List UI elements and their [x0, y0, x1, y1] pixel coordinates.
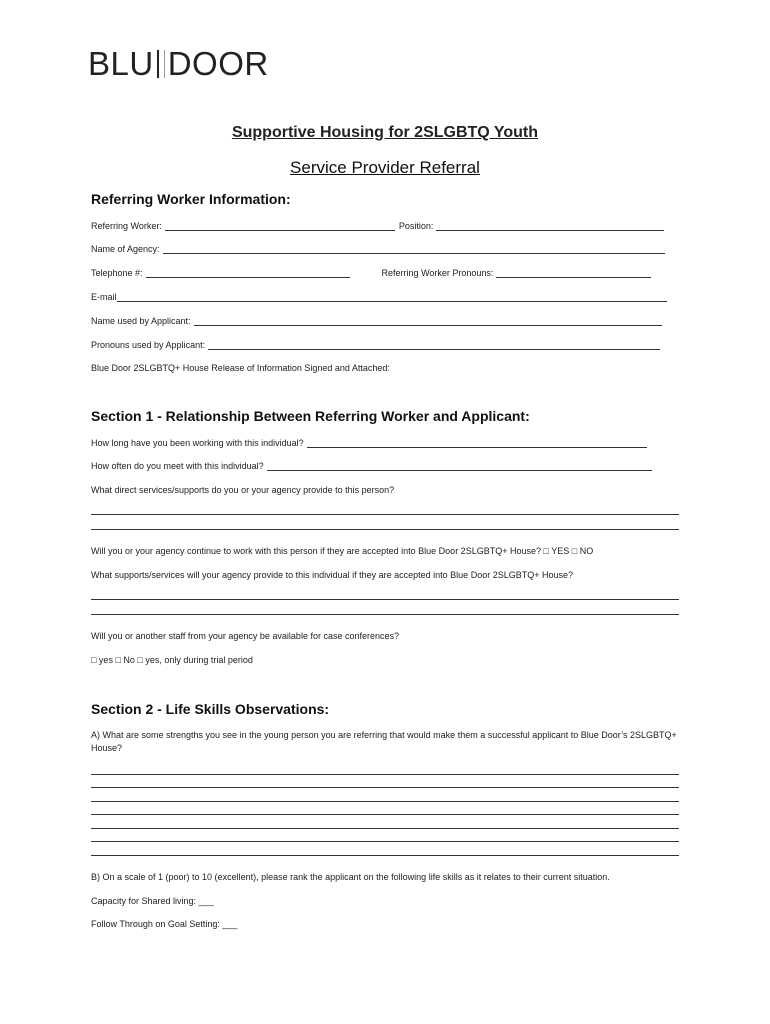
supports-row [91, 570, 573, 580]
strengths-answer-line-2[interactable] [91, 787, 679, 788]
form-main-title: Supportive Housing for 2SLGBTQ Youth [231, 124, 539, 141]
agency-field[interactable] [163, 244, 665, 254]
supports-answer-line-2[interactable] [91, 614, 679, 615]
direct-services-row [91, 485, 394, 495]
strengths-answer-line-1[interactable] [91, 774, 679, 775]
logo-text-right: DOOR [167, 45, 269, 82]
email-row [91, 292, 667, 302]
strengths-answer-line-4[interactable] [91, 814, 679, 815]
scale-row [91, 872, 610, 882]
referring-worker-field[interactable] [165, 221, 395, 231]
form-subtitle: Service Provider Referral [290, 158, 480, 177]
logo-text-left: BLU [88, 45, 154, 82]
how-long-field[interactable] [307, 438, 647, 448]
applicant-name-row [91, 316, 662, 326]
applicant-pronouns-label: Pronouns used by Applicant: [91, 340, 206, 350]
release-label: Blue Door 2SLGBTQ+ House Release of Information Signed and Attached: [91, 363, 390, 373]
pronouns-field[interactable] [496, 268, 651, 278]
strengths-answer-line-7[interactable] [91, 855, 679, 856]
how-often-row [91, 461, 652, 471]
door-icon [157, 50, 165, 78]
telephone-field[interactable] [146, 268, 350, 278]
section2-heading: Section 2 - Life Skills Observations: [91, 701, 330, 717]
follow-through-row [91, 919, 237, 929]
telephone-row [91, 268, 651, 278]
position-label: Position: [398, 221, 434, 231]
direct-services-label: What direct services/supports do you or your agency provide to this person? [91, 485, 395, 495]
worker-info-heading: Referring Worker Information: [91, 191, 291, 207]
case-conf-question: Will you or another staff from your agency be available for case conferences? [91, 631, 399, 641]
release-row [91, 363, 390, 373]
agency-row [91, 244, 665, 254]
how-often-field[interactable] [267, 461, 652, 471]
supports-question: What supports/services will your agency provide to this individual if they are accepted into Blue Door 2SLGBTQ+ House? [91, 570, 573, 580]
agency-label: Name of Agency: [91, 244, 160, 254]
email-field[interactable] [117, 292, 667, 302]
case-conf-row [91, 631, 399, 641]
how-long-label: How long have you been working with this individual? [91, 438, 304, 448]
email-label: E-mail [91, 292, 117, 302]
pronouns-label: Referring Worker Pronouns: [381, 268, 494, 278]
referring-worker-row [91, 221, 664, 231]
applicant-name-field[interactable] [194, 316, 662, 326]
direct-services-answer-line-1[interactable] [91, 514, 679, 515]
referring-worker-label: Referring Worker: [91, 221, 162, 231]
capacity-row [91, 896, 214, 906]
strengths-answer-line-5[interactable] [91, 828, 679, 829]
case-conf-options-row [91, 655, 253, 665]
how-often-label: How often do you meet with this individual? [91, 461, 264, 471]
strengths-question: A) What are some strengths you see in the young person you are referring that would make them a successful applicant to Blue Door’s 2SLGBTQ+ House? [91, 730, 677, 753]
position-field[interactable] [436, 221, 664, 231]
direct-services-answer-line-2[interactable] [91, 529, 679, 530]
scale-question: B) On a scale of 1 (poor) to 10 (excellent), please rank the applicant on the following life skills as it relates to their current situation. [91, 872, 610, 882]
capacity-label[interactable]: Capacity for Shared living: ___ [91, 896, 214, 906]
continue-question: Will you or your agency continue to work with this person if they are accepted into Blue Door 2SLGBTQ+ House? □ YES □ NO [91, 546, 594, 556]
case-conf-options[interactable]: □ yes □ No □ yes, only during trial period [91, 655, 253, 665]
follow-through-label[interactable]: Follow Through on Goal Setting: ___ [91, 919, 238, 929]
strengths-answer-line-3[interactable] [91, 801, 679, 802]
blue-door-logo [88, 44, 269, 84]
how-long-row [91, 438, 647, 448]
telephone-label: Telephone #: [91, 268, 143, 278]
supports-answer-line-1[interactable] [91, 599, 679, 600]
applicant-name-label: Name used by Applicant: [91, 316, 191, 326]
strengths-answer-line-6[interactable] [91, 841, 679, 842]
section1-heading: Section 1 - Relationship Between Referring Worker and Applicant: [91, 408, 530, 424]
applicant-pronouns-field[interactable] [208, 340, 660, 350]
continue-row [91, 546, 593, 556]
applicant-pronouns-row [91, 340, 660, 350]
